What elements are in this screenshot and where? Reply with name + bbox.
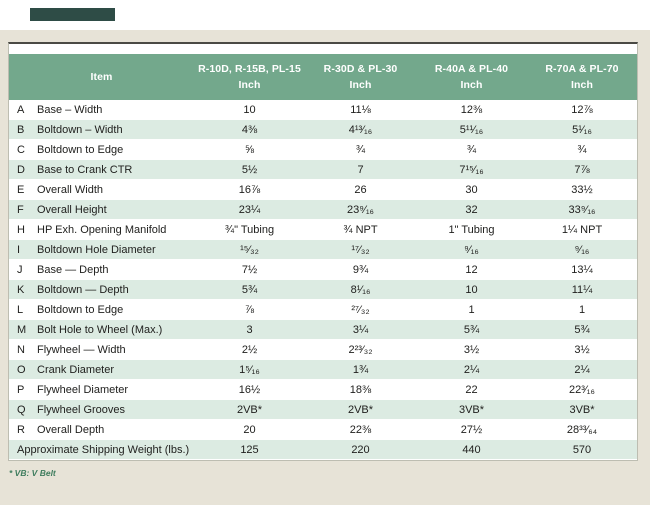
spec-value: 4⅜: [194, 120, 305, 140]
model-header-line1: R-30D & PL-30: [323, 62, 398, 75]
spec-value: ¾: [305, 140, 416, 160]
spec-value: 12⅞: [527, 100, 637, 120]
item-name: Crank Diameter: [37, 360, 194, 380]
spec-value: 22³⁄₁₆: [527, 380, 637, 400]
spec-value: 2VB*: [305, 400, 416, 420]
table-row: [9, 360, 637, 380]
spec-value: 22: [416, 380, 527, 400]
spec-value: 27½: [416, 420, 527, 440]
row-letter: P: [9, 380, 37, 400]
spec-value: 26: [305, 180, 416, 200]
spec-value: 1: [416, 300, 527, 320]
spec-value: 30: [416, 180, 527, 200]
table-row: [9, 200, 637, 220]
spec-value: 5¹¹⁄₁₆: [416, 120, 527, 140]
row-letter: A: [9, 100, 37, 120]
summary-label: Approximate Shipping Weight (lbs.): [9, 440, 194, 460]
row-letter: K: [9, 280, 37, 300]
spec-value: ⅞: [194, 300, 305, 320]
row-letter: M: [9, 320, 37, 340]
spec-value: 1: [527, 300, 637, 320]
row-letter: F: [9, 200, 37, 220]
spec-value: 12: [416, 260, 527, 280]
table-row: [9, 160, 637, 180]
table-row: [9, 400, 637, 420]
table-row: [9, 140, 637, 160]
model-column-header: [194, 54, 305, 100]
item-name: Flywheel — Width: [37, 340, 194, 360]
spec-value: 16⅞: [194, 180, 305, 200]
item-name: Base – Width: [37, 100, 194, 120]
spec-value: ⅝: [194, 140, 305, 160]
spec-value: 7¹⁵⁄₁₆: [416, 160, 527, 180]
spec-value: 1¾: [305, 360, 416, 380]
model-header-line2: Inch: [460, 79, 483, 91]
spec-value: 16½: [194, 380, 305, 400]
row-letter: J: [9, 260, 37, 280]
model-header-line2: Inch: [571, 79, 593, 91]
top-nav-fragment-bar: [30, 8, 115, 21]
spec-value: 1⁵⁄₁₆: [194, 360, 305, 380]
model-header-line2: Inch: [349, 79, 372, 91]
item-name: Boltdown to Edge: [37, 300, 194, 320]
model-column-header: [416, 54, 527, 100]
spec-value: 18⅜: [305, 380, 416, 400]
spec-table-box: [8, 42, 638, 461]
spec-value: 2²³⁄₃₂: [305, 340, 416, 360]
spec-value: 3VB*: [527, 400, 637, 420]
spec-value: 3½: [416, 340, 527, 360]
row-letter: N: [9, 340, 37, 360]
table-row: [9, 380, 637, 400]
table-row: [9, 220, 637, 240]
spec-value: ⁹⁄₁₆: [527, 240, 637, 260]
item-name: Overall Depth: [37, 420, 194, 440]
model-header-line1: R-40A & PL-40: [434, 62, 509, 75]
table-row: [9, 120, 637, 140]
table-row: [9, 260, 637, 280]
row-letter: C: [9, 140, 37, 160]
item-header-label: Item: [90, 70, 113, 83]
row-letter: R: [9, 420, 37, 440]
spec-value: ¾: [527, 140, 637, 160]
spec-value: 20: [194, 420, 305, 440]
row-letter: E: [9, 180, 37, 200]
row-letter: L: [9, 300, 37, 320]
row-letter: H: [9, 220, 37, 240]
spec-value: ¾" Tubing: [194, 220, 305, 240]
item-name: Bolt Hole to Wheel (Max.): [37, 320, 194, 340]
item-name: Boltdown – Width: [37, 120, 194, 140]
model-column-header: [527, 54, 637, 100]
spec-value: ¹⁵⁄₃₂: [194, 240, 305, 260]
spec-value: 5¾: [416, 320, 527, 340]
spec-value: 7½: [194, 260, 305, 280]
header-row: [9, 54, 637, 100]
item-name: Base — Depth: [37, 260, 194, 280]
item-name: Boltdown Hole Diameter: [37, 240, 194, 260]
item-name: HP Exh. Opening Manifold: [37, 220, 194, 240]
spec-value: 1" Tubing: [416, 220, 527, 240]
spec-value: 2¼: [527, 360, 637, 380]
table-row: [9, 340, 637, 360]
spec-value: 5¾: [527, 320, 637, 340]
spec-value: 5½: [194, 160, 305, 180]
table-header: [9, 54, 637, 100]
summary-value: 220: [305, 440, 416, 460]
row-letter: B: [9, 120, 37, 140]
item-name: Flywheel Grooves: [37, 400, 194, 420]
spec-value: 32: [416, 200, 527, 220]
spec-value: 5¹⁄₁₆: [527, 120, 637, 140]
spec-value: 11¼: [527, 280, 637, 300]
item-name: Boltdown to Edge: [37, 140, 194, 160]
spec-value: ¾: [416, 140, 527, 160]
spec-value: ²⁷⁄₃₂: [305, 300, 416, 320]
footnote: * VB: V Belt: [9, 468, 56, 478]
summary-value: 570: [527, 440, 637, 460]
item-name: Flywheel Diameter: [37, 380, 194, 400]
model-header-line1: R-10D, R-15B, PL-15: [198, 62, 301, 75]
spec-value: 3½: [527, 340, 637, 360]
row-letter: I: [9, 240, 37, 260]
spec-value: 4¹³⁄₁₆: [305, 120, 416, 140]
model-header-line1: R-70A & PL-70: [545, 62, 619, 75]
spec-value: 7: [305, 160, 416, 180]
spec-value: 13¼: [527, 260, 637, 280]
row-letter: Q: [9, 400, 37, 420]
spec-value: 23¼: [194, 200, 305, 220]
spec-value: 5¾: [194, 280, 305, 300]
model-header-line2: Inch: [238, 79, 261, 91]
table-row: [9, 240, 637, 260]
item-name: Base to Crank CTR: [37, 160, 194, 180]
spec-value: ¹⁷⁄₃₂: [305, 240, 416, 260]
spec-value: 10: [416, 280, 527, 300]
table-body: [9, 100, 637, 460]
spec-value: 23⁹⁄₁₆: [305, 200, 416, 220]
spec-value: 3¼: [305, 320, 416, 340]
spec-value: 2¼: [416, 360, 527, 380]
item-name: Overall Width: [37, 180, 194, 200]
spec-value: 10: [194, 100, 305, 120]
spec-value: ⁹⁄₁₆: [416, 240, 527, 260]
item-name: Overall Height: [37, 200, 194, 220]
item-name: Boltdown — Depth: [37, 280, 194, 300]
spec-value: 2½: [194, 340, 305, 360]
spec-value: 3: [194, 320, 305, 340]
spec-value: 33⁹⁄₁₆: [527, 200, 637, 220]
model-column-header: [305, 54, 416, 100]
table-row: [9, 100, 637, 120]
spec-value: 9¾: [305, 260, 416, 280]
summary-row: [9, 440, 637, 460]
summary-value: 440: [416, 440, 527, 460]
spec-value: 8¹⁄₁₆: [305, 280, 416, 300]
spec-value: 7⅞: [527, 160, 637, 180]
table-row: [9, 300, 637, 320]
spec-value: 22⅜: [305, 420, 416, 440]
spec-value: 28³³⁄₆₄: [527, 420, 637, 440]
table-row: [9, 280, 637, 300]
item-column-header: [9, 54, 194, 100]
summary-value: 125: [194, 440, 305, 460]
spec-value: 1¼ NPT: [527, 220, 637, 240]
row-letter: O: [9, 360, 37, 380]
spec-value: ¾ NPT: [305, 220, 416, 240]
spec-value: 3VB*: [416, 400, 527, 420]
table-row: [9, 180, 637, 200]
spec-value: 2VB*: [194, 400, 305, 420]
spec-value: 12⅜: [416, 100, 527, 120]
spec-value: 33½: [527, 180, 637, 200]
table-row: [9, 420, 637, 440]
row-letter: D: [9, 160, 37, 180]
dimension-spec-table: [9, 54, 637, 460]
spec-sheet-panel: [0, 30, 650, 505]
table-row: [9, 320, 637, 340]
spec-value: 11⅛: [305, 100, 416, 120]
